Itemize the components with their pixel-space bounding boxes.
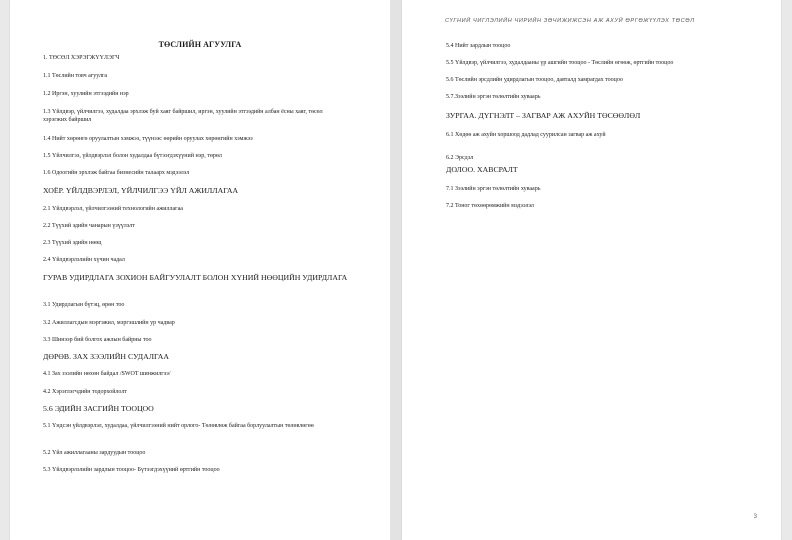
toc-line: 1.6 Одоогийн эрхлэж байгаа бизнесийн талаарх мэдээлэл xyxy=(43,170,190,176)
toc-line: 1.1 Төслийн товч агуулга xyxy=(43,73,108,79)
toc-line: 1.5 Үйлчилгээ, үйлдвэрлэл болон худалдаа бүтээгдэхүүний нэр, төрөл xyxy=(43,153,222,159)
toc-line: 5.7.Зээлийн эргэн төлөлтийн хуваарь xyxy=(446,94,541,100)
toc-line: 5.1 Үндсэн үйлдвэрлэл, худалдаа, үйлчилгээний нийт орлого- Төлөвлөж байгаа борлуулалтын төлөвлөгөө xyxy=(43,423,314,429)
toc-line: 3.2 Ажиллагсдын мэргэжил, мэргэшлийн ур чадвар xyxy=(43,320,175,326)
running-header: СҮГНИЙ ЧИГЛЭЛИЙН ЧИРИЙН ЗӨЧИЖИЖСЭН АЖ АХУЙ ӨРГӨЖҮҮЛЭХ ТӨСӨЛ xyxy=(445,18,695,24)
toc-line: 1.2 Иргэн, хуулийн этгээдийн нэр xyxy=(43,91,129,97)
toc-line: 1. ТӨСӨЛ ХЭРЭГЖҮҮЛЭГЧ xyxy=(43,55,120,61)
toc-line: 7.2 Тоног төхөөрөмжийн мэдээлэл xyxy=(446,203,534,209)
toc-heading: ХОЁР. ҮЙЛДВЭРЛЭЛ, ҮЙЛЧИЛГЭЭ ҮЙЛ АЖИЛЛАГАА xyxy=(43,186,239,195)
toc-line: 6.1 Хөдөө аж ахуйн хоршоод дадлад суурилсан загвар аж ахуй xyxy=(446,132,606,138)
toc-line: 2.2 Түүхий эдийн чанарын үзүүлэлт xyxy=(43,223,135,229)
toc-line: 3.1 Удирдлагын бүтэц, өрөн тоо xyxy=(43,302,125,308)
toc-heading: ДӨРӨВ. ЗАХ ЗЭЭЛИЙН СУДАЛГАА xyxy=(43,352,169,361)
toc-heading: ДОЛОО. ХАВСРАЛТ xyxy=(446,165,518,174)
toc-line: 4.1 Зах зээлийн нөхөн байдал /SWOT шинжилгээ/ xyxy=(43,371,171,377)
toc-line: 2.4 Үйлдвэрлэлийн хүчин чадал xyxy=(43,257,125,263)
toc-heading: 5.6 ЭДИЙН ЗАСГИЙН ТООЦОО xyxy=(43,404,154,413)
page-gutter xyxy=(390,0,402,540)
page-number: 3 xyxy=(753,514,757,520)
toc-line: 4.2 Хэрэглэгчдийн тодорхойлолт xyxy=(43,389,127,395)
toc-line: 5.2 Үйл ажиллагааны зардуудын тооцоо xyxy=(43,450,146,456)
toc-line: 5.6 Төслийн эрсдлийн удирдлагын тооцоо, давталд хамрагдах тооцоо xyxy=(446,77,623,83)
toc-line: 1.3 Үйлдвэр, үйлчилгээ, худалдаа эрхлэж буй хаяг байршил, иргэн, хуулийн этгээдийн албан ёсны хаяг, төсөл хэрэгжих байршил xyxy=(43,109,323,123)
toc-line: 5.5 Үйлдвэр, үйлчилгээ, худалдааны үр ашгийн тооцоо - Төслийн өгөөж, өртгийн тооцоо xyxy=(446,60,674,66)
toc-line: 3.3 Шинээр бий болгох ажлын байрны тоо xyxy=(43,337,152,343)
page-title: ТӨСЛИЙН АГУУЛГА xyxy=(158,40,242,49)
toc-heading: ГУРАВ УДИРДЛАГА ЗОХИОН БАЙГУУЛАЛТ БОЛОН ХҮНИЙ НӨӨЦИЙН УДИРДЛАГА xyxy=(43,273,348,282)
toc-line: 5.4 Нийт зардлын тооцоо xyxy=(446,43,511,49)
toc-line: 2.3 Түүхий эдийн нөөц xyxy=(43,240,102,246)
toc-heading: ЗУРГАА. ДҮГНЭЛТ – ЗАГВАР АЖ АХУЙН ТӨСӨӨЛӨЛ xyxy=(446,111,641,120)
toc-line: 5.3 Үйлдвэрлэлийн зардлын тооцоо- Бүтээгдэхүүний өртгийн тооцоо xyxy=(43,467,220,473)
left-page xyxy=(10,0,390,540)
toc-line: 7.1 Зээлийн эргэн төлөлтийн хуваарь xyxy=(446,186,541,192)
right-page xyxy=(402,0,781,540)
toc-line: 2.1 Үйлдвэрлэл, үйлчилгээний технологийн ажиллагаа xyxy=(43,206,183,212)
toc-line: 6.2 Эрсдэл xyxy=(446,155,474,161)
toc-line: 1.4 Нийт хөрөнгө оруулалтын хэмжээ, түүнээс өөрийн оруулах хөрөнгийн хэмжээ xyxy=(43,136,253,142)
